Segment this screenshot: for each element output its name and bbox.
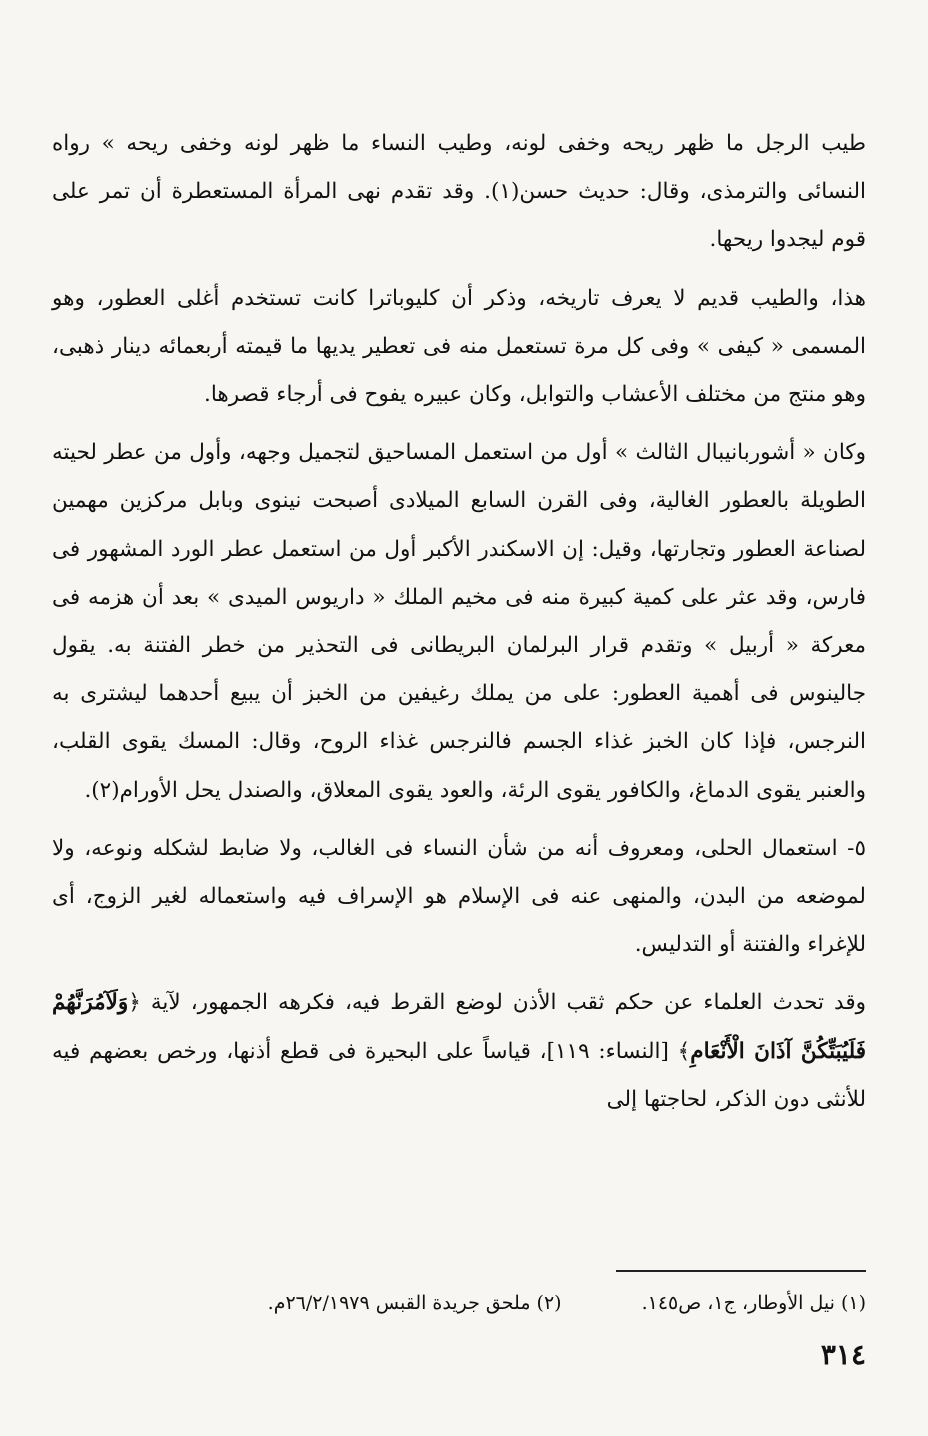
paragraph-5-after: ﴾ [النساء: ١١٩]، قياساً على البحيرة فى قطع أذنها، ورخص بعضهم فيه للأنثى دون الذكر، لحاجتها إلى: [52, 1038, 866, 1112]
paragraph-3: وكان « أشوربانيبال الثالث » أول من استعمل المساحيق لتجميل وجهه، وأول من عطر لحيته الطويلة بالعطور الغالية، وفى القرن السابع الميلادى أصبحت نينوى وبابل مركزين مهمين لصناعة العطور وتجارتها، وقيل: إن الاسكندر الأكبر أول من استعمل عطر الورد المشهور فى فارس، وقد عثر على كمية كبيرة منه فى مخيم الملك « داريوس الميدى » بعد أن هزمه فى معركة « أربيل » وتقدم قرار البرلمان البريطانى فى التحذير من خطر الفتنة به. يقول جالينوس فى أهمية العطور: على من يملك رغيفين من الخبز أن يبيع أحدهما ليشترى به النرجس، فإذا كان الخبز غذاء الجسم فالنرجس غذاء الروح، وقال: المسك يقوى القلب، والعنبر يقوى الدماغ، والكافور يقوى الرئة، والعود يقوى المعلاق، والصندل يحل الأورام(٢).: [52, 440, 866, 803]
footnote-divider: [616, 1270, 866, 1272]
body-text: [52, 120, 866, 1134]
paragraph-2: هذا، والطيب قديم لا يعرف تاريخه، وذكر أن كليوباترا كانت تستخدم أغلى العطور، وهو المسمى « كيفى » وفى كل مرة تستعمل منه فى تعطير يديها ما قيمته أربعمائه دينار ذهبى، وهو منتج من مختلف الأعشاب والتوابل، وكان عبيره يفوح فى أرجاء قصرها.: [52, 285, 866, 408]
footnote-2: (٢) ملحق جريدة القبس ٢٦/٢/١٩٧٩م.: [267, 1292, 562, 1314]
page-number: ٣١٤: [820, 1338, 866, 1371]
footnotes: [100, 1288, 866, 1318]
paragraph-4: ٥- استعمال الحلى، ومعروف أنه من شأن النساء فى الغالب، ولا ضابط لشكله ونوعه، ولا لموضعه من البدن، والمنهى عنه فى الإسلام هو الإسراف فيه واستعماله لغير الزوج، أى للإغراء والفتنة أو التدليس.: [52, 835, 866, 958]
paragraph-5: [52, 979, 866, 1124]
footnote-1: (١) نيل الأوطار، ج١، ص١٤٥.: [641, 1292, 866, 1314]
paragraph-5-before: وقد تحدث العلماء عن حكم ثقب الأذن لوضع القرط فيه، فكرهه الجمهور، لآية ﴿: [128, 990, 866, 1016]
paragraph-1: طيب الرجل ما ظهر ريحه وخفى لونه، وطيب النساء ما ظهر لونه وخفى ريحه » رواه النسائى والترمذى، وقال: حديث حسن(١). وقد تقدم نهى المرأة المستعطرة أن تمر على قوم ليجدوا ريحها.: [52, 131, 866, 253]
quran-verse: وَلَآمُرَنَّهُمْ فَلَيُبَتِّكُنَّ آذَانَ الْأَنْعَامِ: [52, 990, 867, 1064]
